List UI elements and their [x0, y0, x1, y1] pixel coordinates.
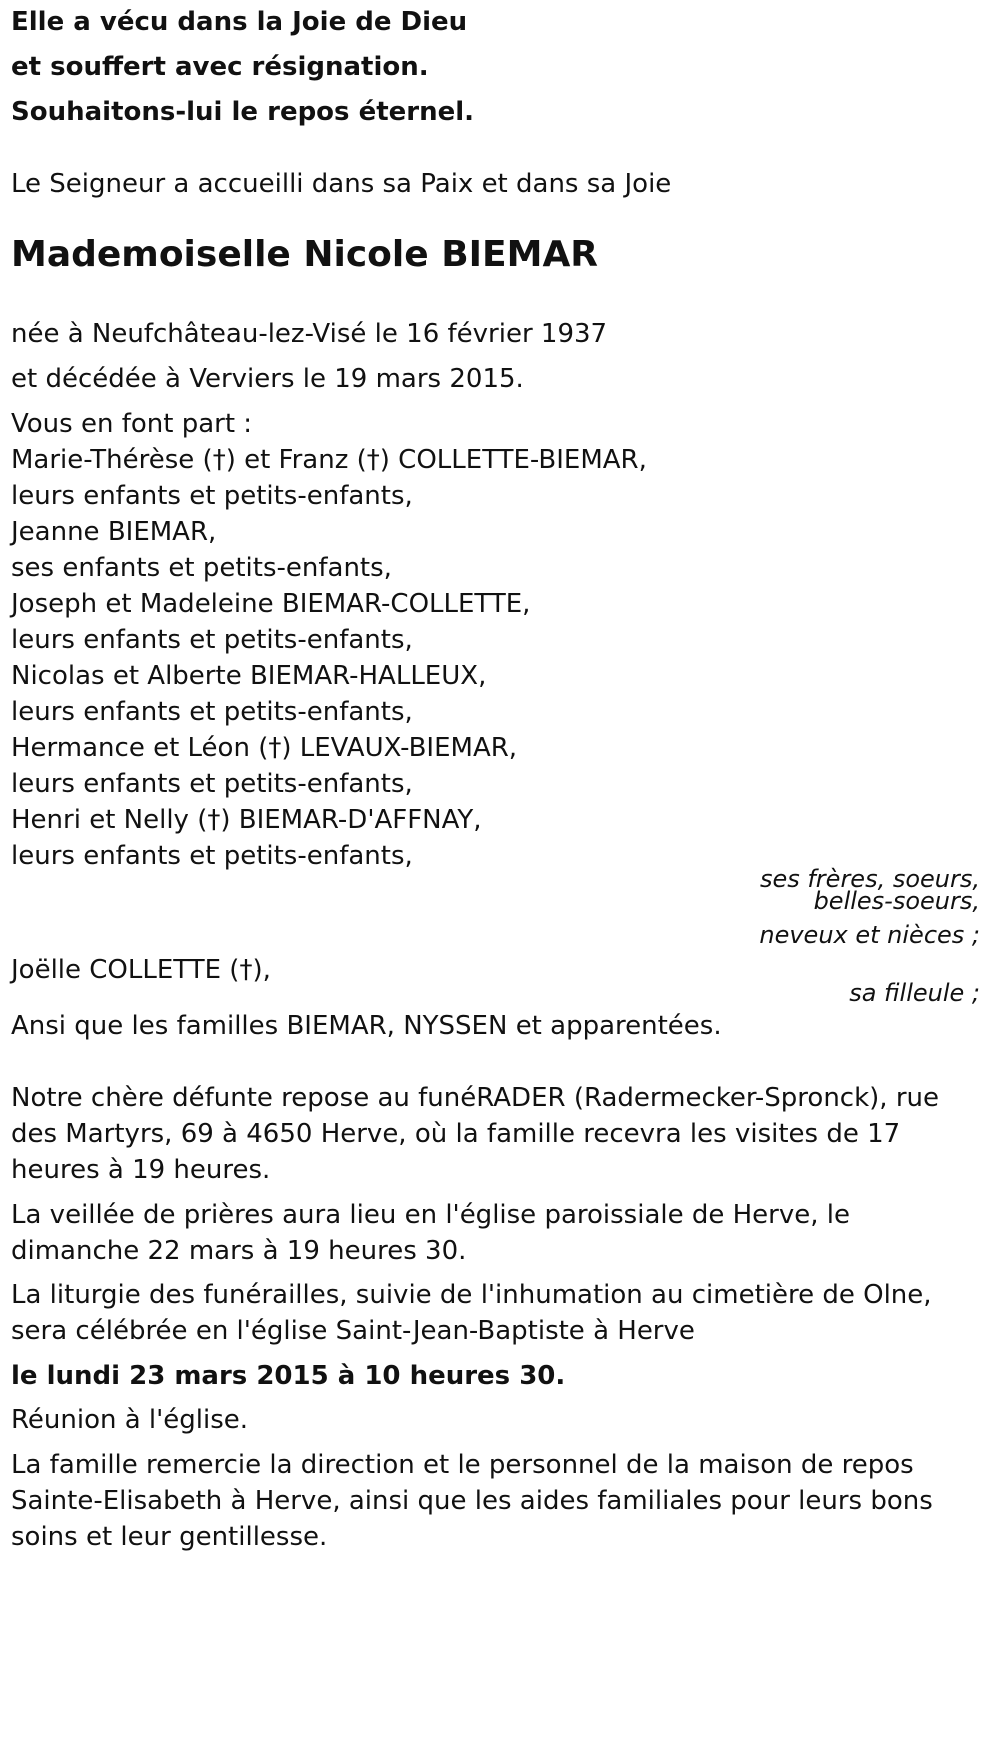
death-text: et décédée à Verviers le 19 mars 2015. [11, 364, 524, 394]
family-line: Nicolas et Alberte BIEMAR-HALLEUX, [11, 661, 487, 691]
intro-line-3: Souhaitons-lui le repos éternel. [11, 97, 475, 127]
relation-nephews: neveux et nièces ; [759, 921, 980, 949]
family-line: Joseph et Madeleine BIEMAR-COLLETTE, [11, 589, 531, 619]
liturgy-line: sera célébrée en l'église Saint-Jean-Baptiste à Herve [11, 1316, 695, 1346]
funeral-date: le lundi 23 mars 2015 à 10 heures 30. [11, 1361, 566, 1391]
relation-goddaughter: sa filleule ; [849, 979, 980, 1007]
family-line: Henri et Nelly (†) BIEMAR-D'AFFNAY, [11, 805, 482, 835]
thanks-line: Sainte-Elisabeth à Herve, ainsi que les aides familiales pour leurs bons [11, 1486, 933, 1516]
intro-line-2: et souffert avec résignation. [11, 52, 429, 82]
thanks-line: La famille remercie la direction et le personnel de la maison de repos [11, 1450, 914, 1480]
family-line: leurs enfants et petits-enfants, [11, 841, 413, 871]
family-line: Jeanne BIEMAR, [11, 517, 217, 547]
rest-line: heures à 19 heures. [11, 1155, 271, 1185]
rest-line: Notre chère défunte repose au funéRADER (Radermecker-Spronck), rue [11, 1083, 939, 1113]
intro-line-1: Elle a vécu dans la Joie de Dieu [11, 7, 468, 37]
liturgy-line: La liturgie des funérailles, suivie de l'inhumation au cimetière de Olne, [11, 1280, 932, 1310]
announce-text: Vous en font part : [11, 409, 253, 439]
family-line: Hermance et Léon (†) LEVAUX-BIEMAR, [11, 733, 518, 763]
welcome-text: Le Seigneur a accueilli dans sa Paix et dans sa Joie [11, 169, 672, 199]
family-line: Marie-Thérèse (†) et Franz (†) COLLETTE-BIEMAR, [11, 445, 647, 475]
rest-line: des Martyrs, 69 à 4650 Herve, où la famille recevra les visites de 17 [11, 1119, 901, 1149]
vigil-line: La veillée de prières aura lieu en l'église paroissiale de Herve, le [11, 1200, 850, 1230]
family-line: leurs enfants et petits-enfants, [11, 697, 413, 727]
deceased-name: Mademoiselle Nicole BIEMAR [11, 234, 599, 275]
relation-siblings-1: ses frères, soeurs, [759, 865, 980, 893]
family-line: leurs enfants et petits-enfants, [11, 769, 413, 799]
relation-siblings-2: belles-soeurs, [813, 887, 980, 915]
goddaughter-name: Joëlle COLLETTE (†), [11, 955, 271, 985]
thanks-line: soins et leur gentillesse. [11, 1522, 328, 1552]
families-text: Ansi que les familles BIEMAR, NYSSEN et apparentées. [11, 1011, 722, 1041]
meeting-text: Réunion à l'église. [11, 1405, 249, 1435]
birth-text: née à Neufchâteau-lez-Visé le 16 février 1937 [11, 319, 608, 349]
family-line: leurs enfants et petits-enfants, [11, 625, 413, 655]
family-line: ses enfants et petits-enfants, [11, 553, 392, 583]
family-line: leurs enfants et petits-enfants, [11, 481, 413, 511]
vigil-line: dimanche 22 mars à 19 heures 30. [11, 1236, 467, 1266]
